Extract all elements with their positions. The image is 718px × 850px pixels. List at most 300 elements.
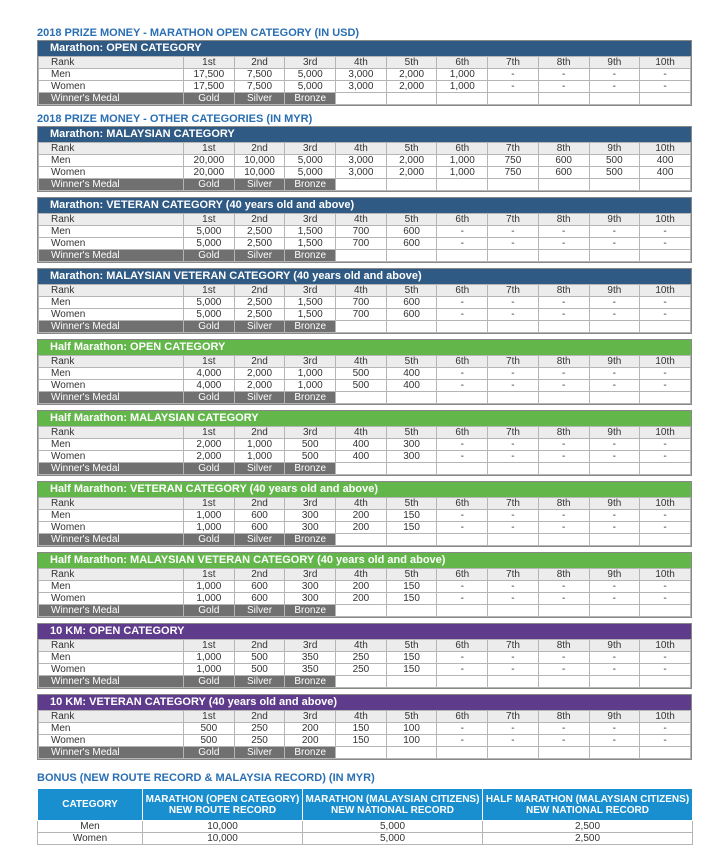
table-cell: 3rd	[285, 569, 336, 581]
table-cell: 2,000	[386, 167, 437, 179]
bonus-cell: Men	[38, 821, 143, 833]
table-cell: 10th	[640, 427, 691, 439]
table-cell: 7th	[488, 711, 539, 723]
row-label: Women	[39, 664, 184, 676]
table-cell: 1st	[184, 427, 235, 439]
empty-cell	[437, 321, 488, 333]
table-cell: 600	[234, 581, 285, 593]
empty-cell	[589, 676, 640, 688]
table-cell: -	[538, 81, 589, 93]
empty-cell	[640, 676, 691, 688]
table-cell: -	[589, 593, 640, 605]
table-cell: 500	[336, 380, 387, 392]
empty-cell	[488, 463, 539, 475]
row-label: Women	[39, 81, 184, 93]
table-cell: -	[640, 238, 691, 250]
table-cell: 200	[336, 510, 387, 522]
empty-cell	[386, 534, 437, 546]
table-cell: 7,500	[234, 81, 285, 93]
prize-table	[38, 142, 691, 191]
table-cell: -	[538, 652, 589, 664]
empty-cell	[437, 534, 488, 546]
prize-row-men	[39, 226, 691, 238]
empty-cell	[538, 250, 589, 262]
table-cell: -	[437, 226, 488, 238]
table-cell: 300	[386, 439, 437, 451]
table-cell: -	[640, 439, 691, 451]
empty-cell	[437, 676, 488, 688]
row-label: Rank	[39, 57, 184, 69]
prize-row-women	[39, 167, 691, 179]
table-cell: 2nd	[234, 57, 285, 69]
table-cell: 4th	[336, 640, 387, 652]
empty-cell	[640, 534, 691, 546]
rank-row	[39, 356, 691, 368]
prize-row-women	[39, 309, 691, 321]
table-cell: 600	[234, 522, 285, 534]
table-cell: -	[538, 581, 589, 593]
table-cell: -	[589, 664, 640, 676]
table-cell: 1,500	[285, 309, 336, 321]
medal-cell: Bronze	[285, 534, 336, 546]
table-cell: 9th	[589, 569, 640, 581]
prize-block	[37, 268, 692, 334]
table-cell: 300	[285, 522, 336, 534]
table-cell: 20,000	[184, 155, 235, 167]
table-cell: 1,000	[184, 510, 235, 522]
bonus-cell: 10,000	[143, 821, 303, 833]
winners-medal-row	[39, 676, 691, 688]
medal-cell: Silver	[234, 747, 285, 759]
block-title: Half Marathon: OPEN CATEGORY	[38, 340, 691, 355]
table-cell: -	[437, 380, 488, 392]
row-label: Women	[39, 238, 184, 250]
table-cell: -	[488, 69, 539, 81]
winners-medal-row	[39, 747, 691, 759]
heading-marathon-open-usd: 2018 PRIZE MONEY - MARATHON OPEN CATEGORY (IN USD)	[37, 27, 360, 39]
table-cell: -	[640, 664, 691, 676]
table-cell: -	[538, 664, 589, 676]
table-cell: -	[640, 226, 691, 238]
winners-medal-row	[39, 321, 691, 333]
prize-row-men	[39, 652, 691, 664]
empty-cell	[386, 321, 437, 333]
table-cell: -	[437, 581, 488, 593]
table-cell: 6th	[437, 356, 488, 368]
bonus-header-marathon-open: MARATHON (OPEN CATEGORY) NEW ROUTE RECORD	[143, 789, 303, 821]
winners-medal-row	[39, 605, 691, 617]
prize-row-women	[39, 380, 691, 392]
table-cell: 600	[386, 238, 437, 250]
table-cell: 500	[285, 451, 336, 463]
table-cell: 5,000	[285, 81, 336, 93]
table-cell: 6th	[437, 214, 488, 226]
row-label: Winner's Medal	[39, 321, 184, 333]
table-cell: 1,000	[437, 155, 488, 167]
table-cell: 6th	[437, 711, 488, 723]
empty-cell	[589, 605, 640, 617]
empty-cell	[437, 179, 488, 191]
medal-cell: Silver	[234, 321, 285, 333]
table-cell: -	[488, 723, 539, 735]
table-cell: -	[488, 593, 539, 605]
table-cell: 500	[234, 652, 285, 664]
table-cell: -	[589, 69, 640, 81]
block-title: 10 KM: OPEN CATEGORY	[38, 624, 691, 639]
winners-medal-row	[39, 179, 691, 191]
table-cell: 1,000	[437, 81, 488, 93]
table-cell: -	[437, 522, 488, 534]
prize-block	[37, 552, 692, 618]
empty-cell	[640, 463, 691, 475]
table-cell: 500	[184, 735, 235, 747]
table-cell: 700	[336, 226, 387, 238]
table-cell: 10th	[640, 143, 691, 155]
table-cell: 1,000	[184, 664, 235, 676]
row-label: Women	[39, 735, 184, 747]
table-cell: -	[437, 238, 488, 250]
medal-cell: Bronze	[285, 179, 336, 191]
table-cell: -	[640, 309, 691, 321]
table-cell: 300	[386, 451, 437, 463]
empty-cell	[488, 321, 539, 333]
row-label: Men	[39, 368, 184, 380]
table-cell: 150	[386, 581, 437, 593]
table-cell: 3,000	[336, 81, 387, 93]
row-label: Men	[39, 723, 184, 735]
table-cell: 400	[336, 439, 387, 451]
table-cell: 7th	[488, 498, 539, 510]
table-cell: 5th	[386, 711, 437, 723]
table-cell: -	[488, 309, 539, 321]
table-cell: 2nd	[234, 640, 285, 652]
table-cell: -	[589, 510, 640, 522]
table-cell: 200	[336, 522, 387, 534]
empty-cell	[640, 179, 691, 191]
table-cell: 4th	[336, 569, 387, 581]
empty-cell	[640, 747, 691, 759]
prize-block	[37, 481, 692, 547]
table-cell: 3rd	[285, 498, 336, 510]
table-cell: 5,000	[285, 167, 336, 179]
table-cell: 750	[488, 155, 539, 167]
row-label: Women	[39, 167, 184, 179]
table-cell: -	[589, 368, 640, 380]
table-cell: 10,000	[234, 167, 285, 179]
medal-cell: Bronze	[285, 392, 336, 404]
table-cell: 150	[386, 510, 437, 522]
row-label: Winner's Medal	[39, 392, 184, 404]
prize-block	[37, 623, 692, 689]
table-cell: 100	[386, 735, 437, 747]
table-cell: 8th	[538, 498, 589, 510]
bonus-cell: 2,500	[483, 833, 693, 845]
prize-table	[38, 426, 691, 475]
rank-row	[39, 427, 691, 439]
table-cell: -	[437, 593, 488, 605]
winners-medal-row	[39, 534, 691, 546]
table-cell: 600	[538, 155, 589, 167]
table-cell: 700	[336, 297, 387, 309]
table-cell: 700	[336, 309, 387, 321]
medal-cell: Bronze	[285, 321, 336, 333]
winners-medal-row	[39, 93, 691, 105]
medal-cell: Bronze	[285, 676, 336, 688]
table-cell: 8th	[538, 356, 589, 368]
table-cell: 400	[640, 167, 691, 179]
table-cell: 600	[234, 593, 285, 605]
prize-row-men	[39, 510, 691, 522]
table-cell: 1,000	[184, 593, 235, 605]
empty-cell	[589, 463, 640, 475]
table-cell: 3rd	[285, 285, 336, 297]
row-label: Rank	[39, 427, 184, 439]
table-cell: 2,500	[234, 297, 285, 309]
table-cell: -	[640, 368, 691, 380]
table-cell: 9th	[589, 498, 640, 510]
table-cell: 500	[589, 155, 640, 167]
rank-row	[39, 57, 691, 69]
table-cell: 4th	[336, 498, 387, 510]
table-cell: 7th	[488, 569, 539, 581]
table-cell: 3,000	[336, 69, 387, 81]
empty-cell	[437, 250, 488, 262]
empty-cell	[538, 179, 589, 191]
table-cell: 500	[184, 723, 235, 735]
empty-cell	[386, 392, 437, 404]
table-cell: 7th	[488, 57, 539, 69]
row-label: Rank	[39, 285, 184, 297]
bonus-header-marathon-malaysian: MARATHON (MALAYSIAN CITIZENS) NEW NATIONAL RECORD	[303, 789, 483, 821]
table-cell: 10th	[640, 711, 691, 723]
prize-row-men	[39, 439, 691, 451]
empty-cell	[640, 321, 691, 333]
table-cell: 3,000	[336, 167, 387, 179]
winners-medal-row	[39, 250, 691, 262]
table-cell: -	[589, 723, 640, 735]
table-cell: 5th	[386, 356, 437, 368]
prize-row-men	[39, 155, 691, 167]
table-cell: 8th	[538, 285, 589, 297]
bonus-row-men	[38, 821, 693, 833]
medal-cell: Gold	[184, 179, 235, 191]
prize-row-men	[39, 368, 691, 380]
table-cell: 2nd	[234, 711, 285, 723]
table-cell: 600	[234, 510, 285, 522]
table-cell: 2nd	[234, 498, 285, 510]
empty-cell	[336, 747, 387, 759]
table-cell: 400	[386, 380, 437, 392]
table-cell: 1,000	[437, 69, 488, 81]
table-cell: 150	[336, 723, 387, 735]
medal-cell: Silver	[234, 463, 285, 475]
prize-block	[37, 339, 692, 405]
table-cell: 1st	[184, 356, 235, 368]
table-cell: 2nd	[234, 356, 285, 368]
table-cell: 2nd	[234, 569, 285, 581]
table-cell: -	[589, 297, 640, 309]
table-cell: 500	[285, 439, 336, 451]
row-label: Women	[39, 522, 184, 534]
table-cell: 10th	[640, 569, 691, 581]
rank-row	[39, 640, 691, 652]
table-cell: 100	[386, 723, 437, 735]
table-cell: -	[589, 439, 640, 451]
row-label: Men	[39, 510, 184, 522]
table-cell: 4th	[336, 214, 387, 226]
table-cell: -	[488, 522, 539, 534]
table-cell: -	[488, 735, 539, 747]
table-cell: 7th	[488, 427, 539, 439]
empty-cell	[538, 93, 589, 105]
table-cell: 4th	[336, 427, 387, 439]
table-cell: -	[640, 723, 691, 735]
table-cell: -	[589, 735, 640, 747]
medal-cell: Gold	[184, 605, 235, 617]
table-cell: 500	[336, 368, 387, 380]
table-cell: -	[538, 238, 589, 250]
table-cell: 3rd	[285, 57, 336, 69]
row-label: Winner's Medal	[39, 179, 184, 191]
table-cell: 300	[285, 581, 336, 593]
medal-cell: Bronze	[285, 605, 336, 617]
table-cell: -	[538, 69, 589, 81]
table-cell: -	[589, 581, 640, 593]
rank-row	[39, 498, 691, 510]
table-cell: -	[538, 226, 589, 238]
table-cell: 400	[336, 451, 387, 463]
table-cell: 5th	[386, 214, 437, 226]
table-cell: 3rd	[285, 214, 336, 226]
prize-row-women	[39, 735, 691, 747]
row-label: Rank	[39, 143, 184, 155]
empty-cell	[488, 179, 539, 191]
row-label: Men	[39, 155, 184, 167]
bonus-header-row	[38, 789, 693, 821]
table-cell: -	[538, 723, 589, 735]
medal-cell: Bronze	[285, 93, 336, 105]
empty-cell	[386, 463, 437, 475]
table-cell: 2,000	[184, 439, 235, 451]
empty-cell	[488, 747, 539, 759]
prize-row-men	[39, 69, 691, 81]
table-cell: 2,500	[234, 309, 285, 321]
table-cell: 400	[640, 155, 691, 167]
table-cell: -	[640, 735, 691, 747]
medal-cell: Silver	[234, 605, 285, 617]
table-cell: -	[640, 69, 691, 81]
table-cell: 10,000	[234, 155, 285, 167]
row-label: Women	[39, 593, 184, 605]
row-label: Men	[39, 439, 184, 451]
table-cell: -	[589, 226, 640, 238]
table-cell: -	[640, 451, 691, 463]
medal-cell: Silver	[234, 250, 285, 262]
table-cell: 4th	[336, 711, 387, 723]
medal-cell: Silver	[234, 392, 285, 404]
bonus-cell: 5,000	[303, 833, 483, 845]
table-cell: 200	[285, 735, 336, 747]
empty-cell	[538, 392, 589, 404]
heading-other-categories-myr: 2018 PRIZE MONEY - OTHER CATEGORIES (IN MYR)	[37, 113, 313, 125]
empty-cell	[538, 605, 589, 617]
medal-cell: Bronze	[285, 250, 336, 262]
table-cell: -	[488, 664, 539, 676]
table-cell: -	[589, 81, 640, 93]
table-cell: -	[488, 226, 539, 238]
empty-cell	[336, 534, 387, 546]
table-cell: 9th	[589, 214, 640, 226]
table-cell: 9th	[589, 356, 640, 368]
medal-cell: Gold	[184, 747, 235, 759]
table-cell: -	[488, 451, 539, 463]
medal-cell: Gold	[184, 321, 235, 333]
prize-row-women	[39, 81, 691, 93]
rank-row	[39, 143, 691, 155]
table-cell: 10th	[640, 498, 691, 510]
table-cell: 10th	[640, 57, 691, 69]
empty-cell	[336, 250, 387, 262]
table-cell: -	[538, 380, 589, 392]
table-cell: -	[488, 439, 539, 451]
table-cell: -	[538, 297, 589, 309]
table-cell: 8th	[538, 214, 589, 226]
table-cell: 5,000	[184, 297, 235, 309]
table-cell: 150	[386, 664, 437, 676]
prize-table	[38, 639, 691, 688]
bonus-cell: 10,000	[143, 833, 303, 845]
table-cell: 500	[234, 664, 285, 676]
table-cell: 1st	[184, 285, 235, 297]
empty-cell	[640, 605, 691, 617]
empty-cell	[437, 463, 488, 475]
row-label: Winner's Medal	[39, 250, 184, 262]
prize-row-women	[39, 238, 691, 250]
prize-row-men	[39, 723, 691, 735]
table-cell: 6th	[437, 143, 488, 155]
rank-row	[39, 214, 691, 226]
bonus-cell: 2,500	[483, 821, 693, 833]
winners-medal-row	[39, 392, 691, 404]
table-cell: 5,000	[184, 226, 235, 238]
table-cell: 4,000	[184, 380, 235, 392]
table-cell: 1st	[184, 143, 235, 155]
table-cell: -	[589, 238, 640, 250]
table-cell: 350	[285, 664, 336, 676]
table-cell: 8th	[538, 143, 589, 155]
table-cell: 2,000	[184, 451, 235, 463]
medal-cell: Silver	[234, 93, 285, 105]
empty-cell	[538, 747, 589, 759]
table-cell: 250	[336, 664, 387, 676]
medal-cell: Silver	[234, 676, 285, 688]
table-cell: -	[437, 510, 488, 522]
empty-cell	[437, 93, 488, 105]
prize-row-women	[39, 451, 691, 463]
row-label: Men	[39, 652, 184, 664]
table-cell: 6th	[437, 57, 488, 69]
table-cell: 3,000	[336, 155, 387, 167]
table-cell: 6th	[437, 498, 488, 510]
empty-cell	[589, 392, 640, 404]
prize-row-men	[39, 297, 691, 309]
table-cell: 8th	[538, 640, 589, 652]
table-cell: 1st	[184, 640, 235, 652]
medal-cell: Gold	[184, 676, 235, 688]
table-cell: 5,000	[285, 155, 336, 167]
table-cell: 10th	[640, 640, 691, 652]
table-cell: -	[437, 735, 488, 747]
